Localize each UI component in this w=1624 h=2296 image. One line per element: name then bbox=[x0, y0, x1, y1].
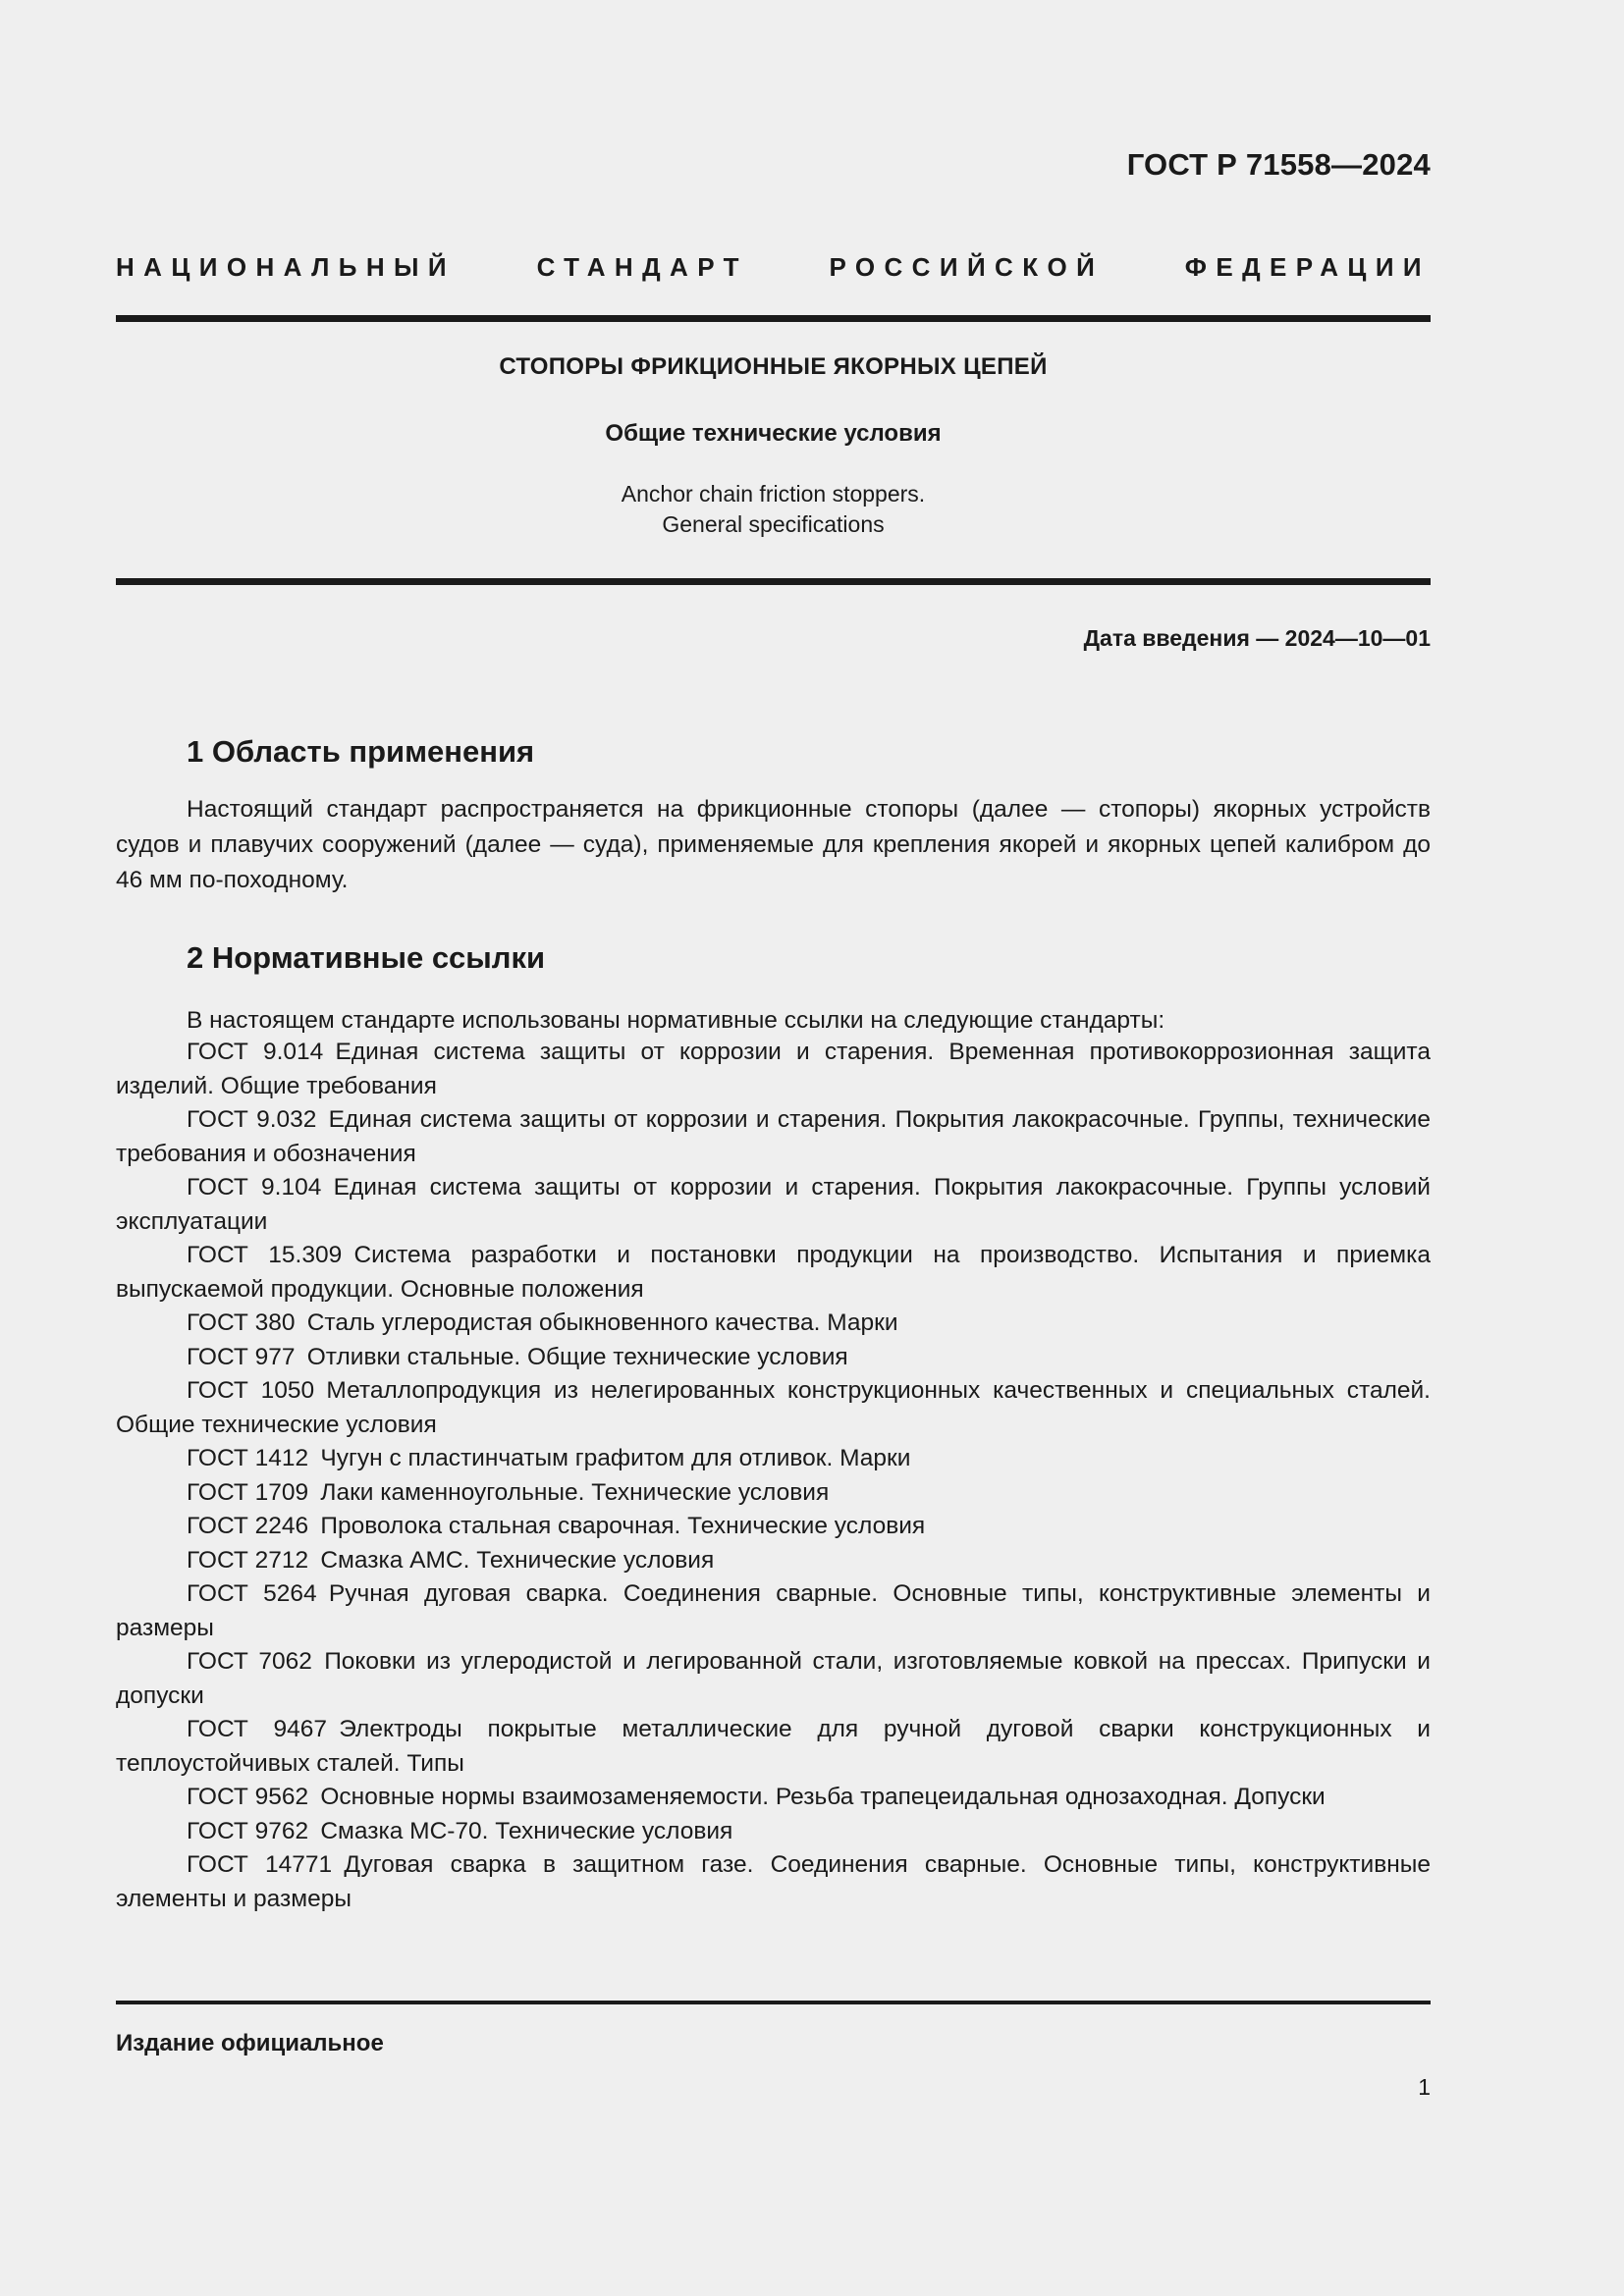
reference-title: Чугун с пластинчатым графитом для отливок. Марки bbox=[320, 1445, 911, 1471]
introduction-date: Дата введения — 2024—10—01 bbox=[1083, 625, 1431, 651]
title-divider bbox=[116, 578, 1431, 585]
official-edition-label: Издание официальное bbox=[116, 2030, 384, 2056]
reference-code: ГОСТ 7062 bbox=[187, 1648, 312, 1675]
reference-title: Система разработки и постановки продукции на производство. Испытания и приемка выпускаемой продукции. Основные положения bbox=[116, 1242, 1431, 1303]
document-title: СТОПОРЫ ФРИКЦИОННЫЕ ЯКОРНЫХ ЦЕПЕЙ bbox=[499, 353, 1048, 380]
reference-title: Отливки стальные. Общие технические условия bbox=[306, 1343, 848, 1370]
footer-divider bbox=[116, 2001, 1431, 2004]
national-standard-header: НАЦИОНАЛЬНЫЙ СТАНДАРТ РОССИЙСКОЙ ФЕДЕРАЦИИ bbox=[116, 252, 1431, 282]
reference-code: ГОСТ 14771 bbox=[187, 1851, 333, 1878]
reference-code: ГОСТ 9562 bbox=[187, 1784, 309, 1810]
reference-item bbox=[116, 1781, 1431, 1815]
reference-item bbox=[116, 1374, 1431, 1442]
reference-title: Смазка МС-70. Технические условия bbox=[320, 1817, 733, 1844]
section-1-text: Настоящий стандарт распространяется на фрикционные стопоры (далее — стопоры) якорных устройств судов и плавучих сооружений (далее — суда), применяемые для крепления якорей и якорных цепей калибром до 46 мм по-походному. bbox=[116, 796, 1431, 893]
page-number: 1 bbox=[1418, 2074, 1431, 2100]
reference-code: ГОСТ 9.014 bbox=[187, 1039, 324, 1065]
reference-title: Электроды покрытые металлические для ручной дуговой сварки конструкционных и теплоустойчивых сталей. Типы bbox=[116, 1716, 1431, 1777]
document-code: ГОСТ Р 71558—2024 bbox=[1126, 147, 1431, 182]
reference-item bbox=[116, 1815, 1431, 1849]
reference-code: ГОСТ 2246 bbox=[187, 1513, 309, 1539]
reference-item bbox=[116, 1544, 1431, 1578]
reference-item bbox=[116, 1848, 1431, 1916]
reference-code: ГОСТ 380 bbox=[187, 1309, 296, 1336]
reference-item bbox=[116, 1341, 1431, 1375]
reference-title: Сталь углеродистая обыкновенного качества. Марки bbox=[306, 1309, 898, 1336]
reference-code: ГОСТ 9762 bbox=[187, 1817, 309, 1844]
reference-title: Проволока стальная сварочная. Технические условия bbox=[320, 1513, 926, 1539]
english-title-line-2: General specifications bbox=[662, 511, 885, 537]
reference-title: Лаки каменноугольные. Технические условия bbox=[320, 1478, 830, 1506]
reference-code: ГОСТ 2712 bbox=[187, 1546, 309, 1574]
reference-code: ГОСТ 5264 bbox=[187, 1580, 317, 1607]
document-subtitle: Общие технические условия bbox=[605, 420, 942, 447]
reference-item bbox=[116, 1476, 1431, 1511]
reference-title: Ручная дуговая сварка. Соединения сварные. Основные типы, конструктивные элементы и размеры bbox=[116, 1580, 1431, 1641]
reference-item bbox=[116, 1036, 1431, 1103]
reference-code: ГОСТ 1412 bbox=[187, 1445, 309, 1471]
reference-title: Смазка АМС. Технические условия bbox=[320, 1546, 715, 1574]
reference-title: Металлопродукция из нелегированных конструкционных качественных и специальных сталей. Общие технические условия bbox=[116, 1377, 1431, 1438]
reference-item bbox=[116, 1577, 1431, 1645]
reference-item bbox=[116, 1239, 1431, 1307]
section-2-heading: 2 Нормативные ссылки bbox=[187, 940, 546, 975]
reference-code: ГОСТ 9467 bbox=[187, 1716, 327, 1742]
reference-item bbox=[116, 1713, 1431, 1781]
top-divider bbox=[116, 315, 1431, 322]
reference-title: Единая система защиты от коррозии и старения. Покрытия лакокрасочные. Группы условий эксплуатации bbox=[116, 1174, 1431, 1235]
reference-title: Дуговая сварка в защитном газе. Соединения сварные. Основные типы, конструктивные элементы и размеры bbox=[116, 1851, 1431, 1912]
section-2-intro: В настоящем стандарте использованы нормативные ссылки на следующие стандарты: bbox=[187, 1007, 1165, 1034]
reference-code: ГОСТ 1050 bbox=[187, 1377, 315, 1404]
reference-code: ГОСТ 9.104 bbox=[187, 1174, 322, 1201]
reference-title: Единая система защиты от коррозии и старения. Временная противокоррозионная защита изделий. Общие требования bbox=[116, 1039, 1431, 1099]
reference-item bbox=[116, 1307, 1431, 1341]
reference-item bbox=[116, 1103, 1431, 1171]
reference-item bbox=[116, 1645, 1431, 1713]
reference-title: Единая система защиты от коррозии и старения. Покрытия лакокрасочные. Группы, технические требования и обозначения bbox=[116, 1106, 1431, 1167]
reference-item bbox=[116, 1442, 1431, 1476]
reference-title: Поковки из углеродистой и легированной стали, изготовляемые ковкой на прессах. Припуски и допуски bbox=[116, 1648, 1431, 1709]
section-1-heading: 1 Область применения bbox=[187, 734, 535, 769]
normative-references-list bbox=[116, 1036, 1431, 1916]
reference-code: ГОСТ 977 bbox=[187, 1343, 296, 1370]
reference-code: ГОСТ 9.032 bbox=[187, 1106, 317, 1133]
reference-code: ГОСТ 15.309 bbox=[187, 1242, 343, 1268]
english-title-line-1: Anchor chain friction stoppers. bbox=[621, 481, 926, 507]
reference-title: Основные нормы взаимозаменяемости. Резьба трапецеидальная однозаходная. Допуски bbox=[320, 1784, 1326, 1810]
english-title bbox=[116, 479, 1431, 540]
reference-item bbox=[116, 1510, 1431, 1544]
reference-code: ГОСТ 1709 bbox=[187, 1478, 309, 1506]
reference-item bbox=[116, 1171, 1431, 1239]
